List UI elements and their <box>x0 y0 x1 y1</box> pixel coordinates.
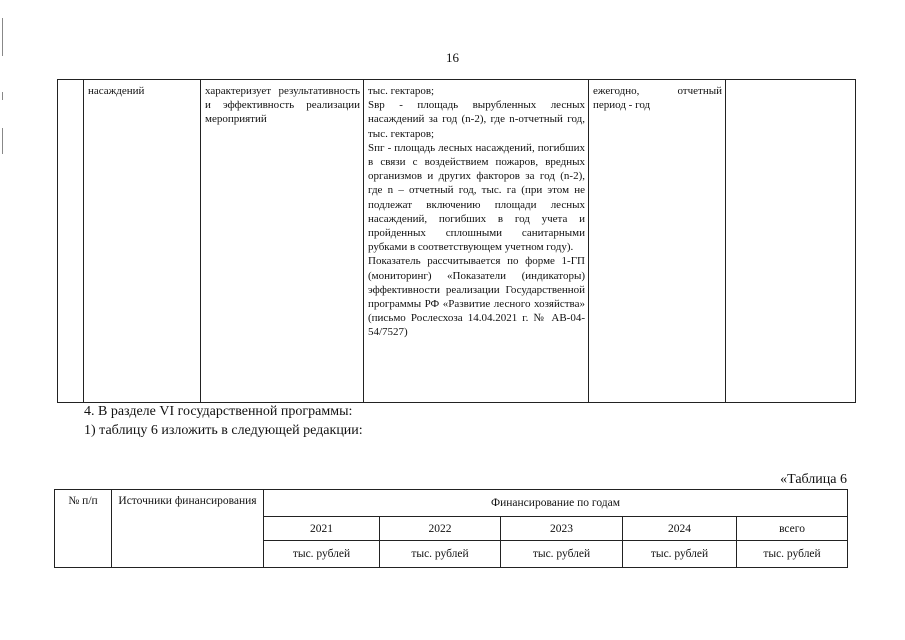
cell-indicator-name: насаждений <box>84 80 201 403</box>
header-year: 2022 <box>380 517 501 541</box>
table-row <box>58 80 856 403</box>
formula-paragraph: Sвр - площадь вырубленных лесных насаждений за год (n-2), где n-отчетный год, тыс. гектаров; <box>368 99 585 140</box>
cell-indicator-description: характеризует результативность и эффективность реализации мероприятий <box>201 80 364 403</box>
header-year: 2023 <box>501 517 623 541</box>
header-total: всего <box>737 517 848 541</box>
cell-index <box>58 80 84 403</box>
cell-calculation-method <box>364 80 589 403</box>
header-unit: тыс. рублей <box>264 541 380 568</box>
formula-paragraph: тыс. гектаров; <box>368 85 435 97</box>
formula-paragraph: Показатель рассчитывается по форме 1-ГП (мониторинг) «Показатели (индикаторы) эффективности реализации Государственной программы РФ «Развитие лесного хозяйства» (письмо Рослесхоза 14.04.2021 г. № АВ-04-54/7527) <box>368 255 585 339</box>
header-unit: тыс. рублей <box>737 541 848 568</box>
cell-period: ежегодно, отчетный период - год <box>589 80 726 403</box>
scan-margin-mark <box>2 92 3 100</box>
table-caption: «Таблица 6 <box>780 472 847 487</box>
page-number: 16 <box>446 50 459 65</box>
header-number: № п/п <box>55 490 112 568</box>
header-unit: тыс. рублей <box>501 541 623 568</box>
continued-indicator-table <box>57 79 856 403</box>
header-unit: тыс. рублей <box>380 541 501 568</box>
scan-margin-mark <box>2 128 3 154</box>
section-paragraph: 4. В разделе VI государственной программы: <box>84 404 353 419</box>
formula-paragraph: Sпг - площадь лесных насаждений, погибших в связи с воздействием пожаров, вредных организмов и других факторов за год (n-2), где n – отчетный год, тыс. га (при этом не подлежат включению площади лесных насаждений, погибших в год учета и пройденных сплошными санитарными рубками в соответствующем учетном году). <box>368 141 585 254</box>
header-year: 2024 <box>623 517 737 541</box>
header-year: 2021 <box>264 517 380 541</box>
header-source: Источники финансирования <box>112 490 264 568</box>
item-paragraph: 1) таблицу 6 изложить в следующей редакции: <box>84 423 363 438</box>
header-funding-by-years: Финансирование по годам <box>264 490 848 517</box>
cell-empty <box>726 80 856 403</box>
funding-table <box>54 489 848 568</box>
header-unit: тыс. рублей <box>623 541 737 568</box>
